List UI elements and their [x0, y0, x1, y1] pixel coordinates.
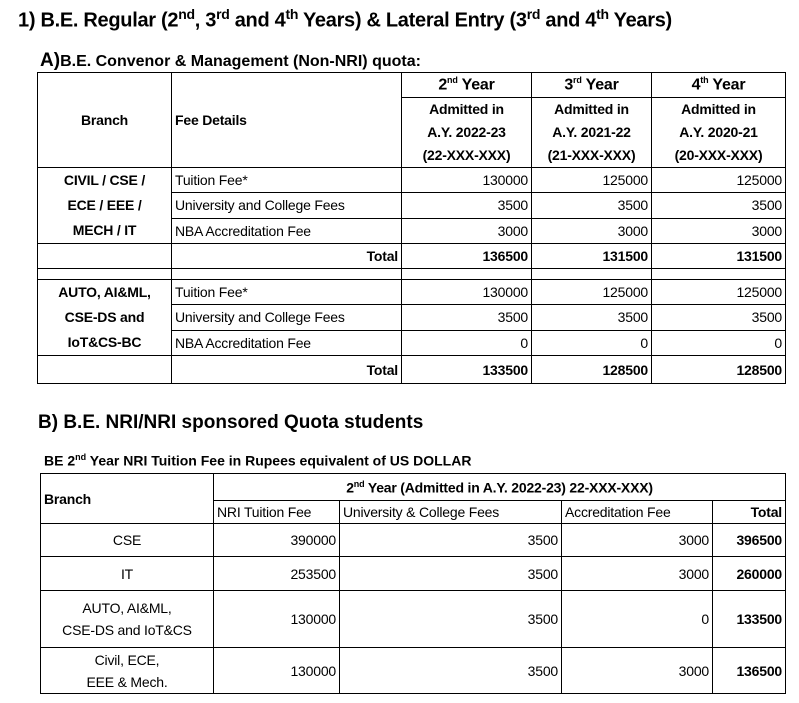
- total-value: 133500: [402, 356, 532, 384]
- total-value: 136500: [713, 648, 786, 694]
- fee-value: 0: [562, 591, 713, 648]
- branch-cell: Civil, ECE, EEE & Mech.: [41, 648, 214, 694]
- fee-value: 125000: [532, 280, 652, 305]
- fee-value: 0: [402, 330, 532, 355]
- section-b-heading: B) B.E. NRI/NRI sponsored Quota students: [38, 412, 424, 433]
- header-group: 2nd Year (Admitted in A.Y. 2022-23) 22-XXX-XXX): [214, 474, 786, 501]
- fee-value: 3500: [532, 193, 652, 218]
- table-row: [41, 557, 786, 591]
- header-branch: Branch: [38, 73, 172, 168]
- empty-cell: [38, 356, 172, 384]
- branch-cell: CIVIL / CSE / ECE / EEE / MECH / IT: [38, 168, 172, 244]
- fee-value: 3500: [340, 648, 562, 694]
- header-accreditation: Accreditation Fee: [562, 501, 713, 524]
- fee-value: 3500: [652, 193, 786, 218]
- fee-value: 0: [652, 330, 786, 355]
- branch-cell: AUTO, AI&ML, CSE-DS and IoT&CS: [41, 591, 214, 648]
- header-university-fees: University & College Fees: [340, 501, 562, 524]
- fee-label: University and College Fees: [172, 193, 402, 218]
- fee-value: 130000: [402, 168, 532, 193]
- fee-value: 3500: [652, 305, 786, 330]
- fee-value: 3000: [562, 557, 713, 591]
- table-row: [38, 168, 786, 193]
- total-value: 133500: [713, 591, 786, 648]
- fee-label: Tuition Fee*: [172, 168, 402, 193]
- fee-value: 125000: [652, 168, 786, 193]
- table-row: [41, 648, 786, 694]
- table-header-row: [38, 73, 786, 98]
- fee-value: 3000: [652, 218, 786, 243]
- branch-cell: IT: [41, 557, 214, 591]
- header-year-4: 4th Year: [652, 73, 786, 98]
- fee-label: University and College Fees: [172, 305, 402, 330]
- fee-value: 130000: [402, 280, 532, 305]
- fee-value: 3500: [340, 524, 562, 557]
- fee-value: 3000: [402, 218, 532, 243]
- empty-cell: [38, 244, 172, 269]
- fee-value: 3500: [340, 557, 562, 591]
- header-fee-details: Fee Details: [172, 73, 402, 168]
- total-value: 396500: [713, 524, 786, 557]
- fee-value: 3500: [402, 305, 532, 330]
- fee-value: 130000: [214, 591, 340, 648]
- fee-value: 3500: [340, 591, 562, 648]
- fee-value: 3000: [562, 524, 713, 557]
- page-title: 1) B.E. Regular (2nd, 3rd and 4th Years) & Lateral Entry (3rd and 4th Years): [18, 6, 672, 32]
- fee-value: 3000: [562, 648, 713, 694]
- fee-value: 253500: [214, 557, 340, 591]
- total-value: 136500: [402, 244, 532, 269]
- table-row: [41, 591, 786, 648]
- total-value: 128500: [532, 356, 652, 384]
- fee-label: NBA Accreditation Fee: [172, 218, 402, 243]
- section-a-heading: A)B.E. Convenor & Management (Non-NRI) quota:: [40, 50, 421, 71]
- fee-value: 3500: [402, 193, 532, 218]
- total-label: Total: [172, 244, 402, 269]
- fee-label: Tuition Fee*: [172, 280, 402, 305]
- table-row: [41, 524, 786, 557]
- fee-value: 130000: [214, 648, 340, 694]
- header-year-2: 2nd Year: [402, 73, 532, 98]
- fee-label: NBA Accreditation Fee: [172, 330, 402, 355]
- table-header-row: [41, 474, 786, 501]
- total-label: Total: [172, 356, 402, 384]
- table-row: [38, 280, 786, 305]
- branch-cell: CSE: [41, 524, 214, 557]
- header-admitted-4: Admitted in A.Y. 2020-21 (20-XXX-XXX): [652, 98, 786, 168]
- fee-value: 3500: [532, 305, 652, 330]
- total-row: [38, 356, 786, 384]
- total-value: 260000: [713, 557, 786, 591]
- header-nri-tuition: NRI Tuition Fee: [214, 501, 340, 524]
- convenor-fee-table: [37, 72, 786, 384]
- fee-value: 125000: [532, 168, 652, 193]
- spacer-row: [38, 269, 786, 280]
- header-year-3: 3rd Year: [532, 73, 652, 98]
- header-admitted-3: Admitted in A.Y. 2021-22 (21-XXX-XXX): [532, 98, 652, 168]
- fee-value: 3000: [532, 218, 652, 243]
- total-value: 128500: [652, 356, 786, 384]
- total-row: [38, 244, 786, 269]
- fee-value: 0: [532, 330, 652, 355]
- header-branch: Branch: [41, 474, 214, 524]
- branch-cell: AUTO, AI&ML, CSE-DS and IoT&CS-BC: [38, 280, 172, 356]
- header-admitted-2: Admitted in A.Y. 2022-23 (22-XXX-XXX): [402, 98, 532, 168]
- nri-fee-table: [40, 473, 786, 694]
- section-b-subheading: BE 2nd Year NRI Tuition Fee in Rupees equivalent of US DOLLAR: [44, 452, 472, 469]
- total-value: 131500: [652, 244, 786, 269]
- total-value: 131500: [532, 244, 652, 269]
- fee-value: 390000: [214, 524, 340, 557]
- fee-value: 125000: [652, 280, 786, 305]
- header-total: Total: [713, 501, 786, 524]
